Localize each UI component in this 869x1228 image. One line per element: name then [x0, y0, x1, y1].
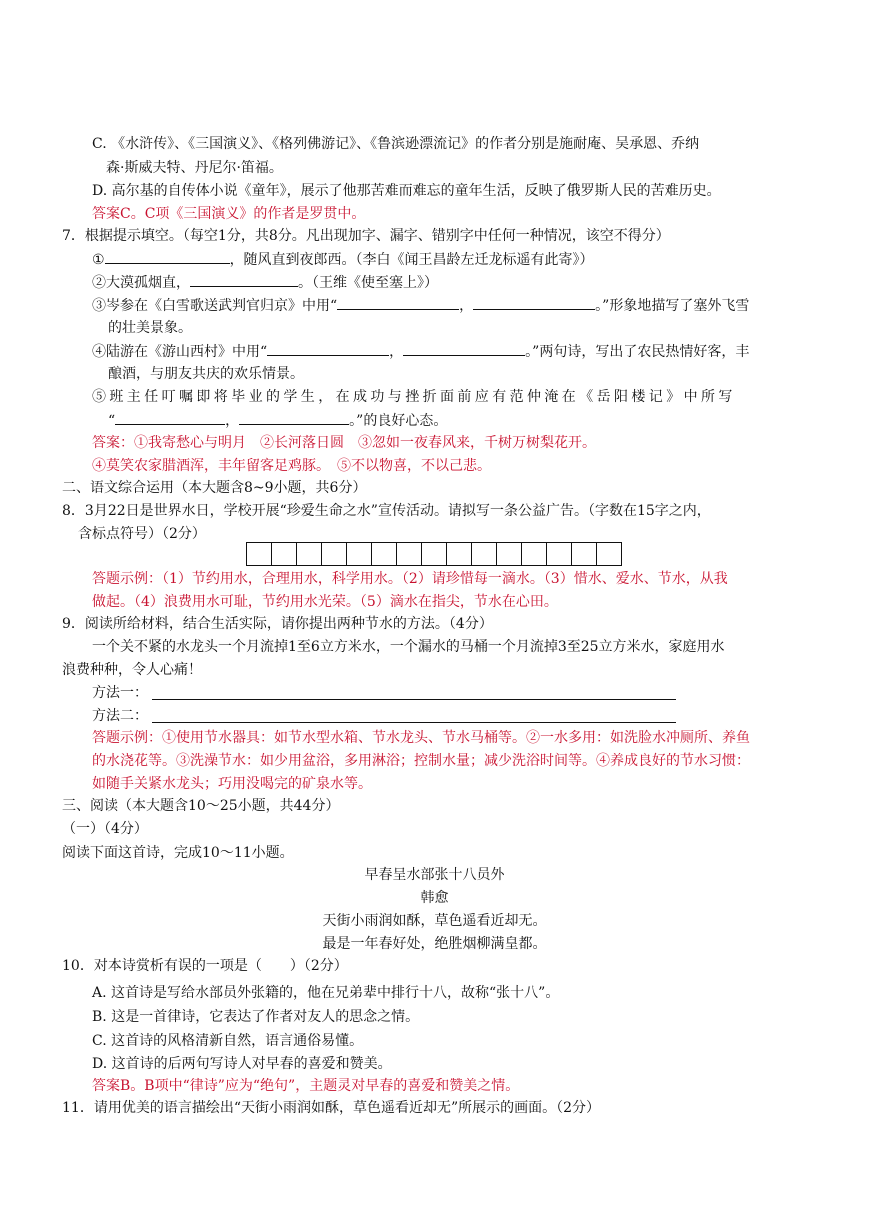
- q9-method-1-input[interactable]: [152, 699, 676, 700]
- blank: [190, 272, 298, 287]
- q8-answer-line1: 答题示例：（1）节约用水，合理用水，科学用水。（2）请珍惜每一滴水。（3）惜水、爱水、节水，从我: [92, 571, 728, 587]
- q7-item-5-quote: “: [108, 413, 116, 429]
- section-3-heading: 三、阅读（本大题含10～25小题，共44分）: [62, 798, 340, 814]
- q7-item-4-text: ④陆游在《游山西村》中用“: [92, 344, 268, 360]
- grid-cell[interactable]: [372, 543, 397, 565]
- q8-stem-line2: 含标点符号）（2分）: [78, 526, 206, 542]
- q7-item-3-text: ③岑参在《白雪歌送武判官归京》中用“: [92, 298, 338, 314]
- q7-item-5-tail: 。”的良好心态。: [349, 413, 448, 429]
- q7-item-3-tail: 。”形象地描写了塞外飞雪: [595, 298, 750, 314]
- q9-answer-line3: 如随手关紧水龙头；巧用没喝完的矿泉水等。: [92, 776, 372, 792]
- q7-item-5-cont: [108, 410, 447, 431]
- grid-cell[interactable]: [247, 543, 272, 565]
- q10-answer: 答案B。B项中“律诗”应为“绝句”，主题灵对早春的喜爱和赞美之情。: [92, 1078, 520, 1094]
- blank: [239, 410, 349, 425]
- q7-item-5-comma: ，: [225, 413, 240, 429]
- q9-method-2-input[interactable]: [152, 722, 676, 723]
- q7-item-2: [92, 272, 438, 293]
- q6-option-d: D. 高尔基的自传体小说《童年》，展示了他那苦难而难忘的童年生活，反映了俄罗斯人民的苦难历史。: [92, 183, 721, 199]
- blank: [473, 295, 595, 310]
- grid-cell[interactable]: [597, 543, 621, 565]
- grid-cell[interactable]: [347, 543, 372, 565]
- blank: [267, 341, 389, 356]
- q10-option-c: C. 这首诗的风格清新自然，语言通俗易懂。: [92, 1033, 364, 1049]
- q9-answer-line2: 的水浇花等。③洗澡节水：如少用盆浴，多用淋浴；控制水量；减少洗浴时间等。④养成良好的节水习惯：: [92, 753, 750, 769]
- grid-cell[interactable]: [322, 543, 347, 565]
- q6-option-c-line2: 森·斯威夫特、丹尼尔·笛福。: [106, 160, 283, 176]
- q10-option-a: A. 这首诗是写给水部员外张籍的，他在兄弟辈中排行十八，故称“张十八”。: [92, 985, 560, 1001]
- q7-item-4-cont: 酿酒，与朋友共庆的欢乐情景。: [108, 366, 304, 382]
- poem-author: 韩愈: [420, 890, 449, 906]
- grid-cell[interactable]: [522, 543, 547, 565]
- q7-item-4-comma: ，: [389, 344, 404, 360]
- grid-cell[interactable]: [572, 543, 597, 565]
- q10-option-b: B. 这是一首律诗，它表达了作者对友人的思念之情。: [92, 1009, 420, 1025]
- q6-answer: 答案C。C项《三国演义》的作者是罗贯中。: [92, 206, 366, 222]
- blank: [105, 249, 230, 264]
- blank: [115, 410, 225, 425]
- poem-intro: 阅读下面这首诗，完成10～11小题。: [62, 845, 294, 861]
- q10-stem: 10．对本诗赏析有误的一项是（ ）（2分）: [62, 958, 348, 974]
- q7-stem: 7．根据提示填空。（每空1分，共8分。凡出现加字、漏字、错别字中任何一种情况，该空不得分）: [62, 228, 670, 244]
- q6-option-c-line1: C. 《水浒传》、《三国演义》、《格列佛游记》、《鲁滨逊漂流记》的作者分别是施耐庵、吴承恩、乔纳: [92, 136, 700, 152]
- q7-item-1-number: ①: [92, 252, 105, 268]
- grid-cell[interactable]: [422, 543, 447, 565]
- q7-item-4: [92, 341, 749, 362]
- q9-stem: 9．阅读所给材料，结合生活实际，请你提出两种节水的方法。（4分）: [62, 616, 493, 632]
- grid-cell[interactable]: [547, 543, 572, 565]
- answer-grid[interactable]: [246, 542, 622, 566]
- q7-answer-line1: 答案：①我寄愁心与明月 ②长河落日圆 ③忽如一夜春风来，千树万树梨花开。: [92, 435, 596, 451]
- grid-cell[interactable]: [497, 543, 522, 565]
- grid-cell[interactable]: [297, 543, 322, 565]
- blank: [403, 341, 525, 356]
- q7-item-1-text: ，随风直到夜郎西。（李白《闻王昌龄左迁龙标遥有此寄》）: [229, 252, 594, 268]
- grid-cell[interactable]: [397, 543, 422, 565]
- grid-cell[interactable]: [447, 543, 472, 565]
- q9-material-line1: 一个关不紧的水龙头一个月流掉1至6立方米水，一个漏水的马桶一个月流掉3至25立方米水，家庭用水: [92, 639, 725, 655]
- poem-line-1: 天街小雨润如酥，草色遥看近却无。: [322, 913, 547, 929]
- q9-answer-line1: 答题示例：①使用节水器具：如节水型水箱、节水龙头、节水马桶等。②一水多用：如洗脸水冲厕所、养鱼: [92, 730, 750, 746]
- q8-answer-line2: 做起。（4）浪费用水可耻，节约用水光荣。（5）滴水在指尖，节水在心田。: [92, 594, 558, 610]
- q9-material-line2: 浪费种种，令人心痛！: [62, 662, 202, 678]
- part-1-heading: （一）（4分）: [62, 821, 148, 837]
- q7-answer-line2: ④莫笑农家腊酒浑，丰年留客足鸡豚。 ⑤不以物喜，不以己悲。: [92, 458, 491, 474]
- blank: [337, 295, 459, 310]
- q10-option-d: D. 这首诗的后两句写诗人对早春的喜爱和赞美。: [92, 1056, 392, 1072]
- q7-item-5: ⑤班主任叮嘱即将毕业的学生，在成功与挫折面前应有范仲淹在《岳阳楼记》中所写: [92, 389, 736, 405]
- grid-cell[interactable]: [272, 543, 297, 565]
- q9-method-1-label: 方法一：: [92, 685, 148, 701]
- poem-title: 早春呈水部张十八员外: [364, 867, 505, 883]
- q7-item-4-tail: 。”两句诗，写出了农民热情好客，丰: [525, 344, 750, 360]
- q7-item-3: [92, 295, 749, 316]
- q7-item-1: [92, 249, 594, 270]
- poem-line-2: 最是一年春好处，绝胜烟柳满皇都。: [322, 936, 547, 952]
- q11-stem: 11．请用优美的语言描绘出“天街小雨润如酥，草色遥看近却无”所展示的画面。（2分）: [62, 1100, 601, 1116]
- q7-item-2-text: ②大漠孤烟直，: [92, 275, 190, 291]
- grid-cell[interactable]: [472, 543, 497, 565]
- section-2-heading: 二、语文综合运用（本大题含8~9小题，共6分）: [62, 480, 367, 496]
- q8-stem-line1: 8．3月22日是世界水日，学校开展“珍爱生命之水”宣传活动。请拟写一条公益广告。（字数在15字之内，: [62, 503, 711, 519]
- q7-item-3-cont: 的壮美景象。: [108, 320, 192, 336]
- q9-method-2-label: 方法二：: [92, 708, 148, 724]
- q7-item-2-source: 。（王维《使至塞上》）: [298, 275, 438, 291]
- q7-item-3-comma: ，: [459, 298, 474, 314]
